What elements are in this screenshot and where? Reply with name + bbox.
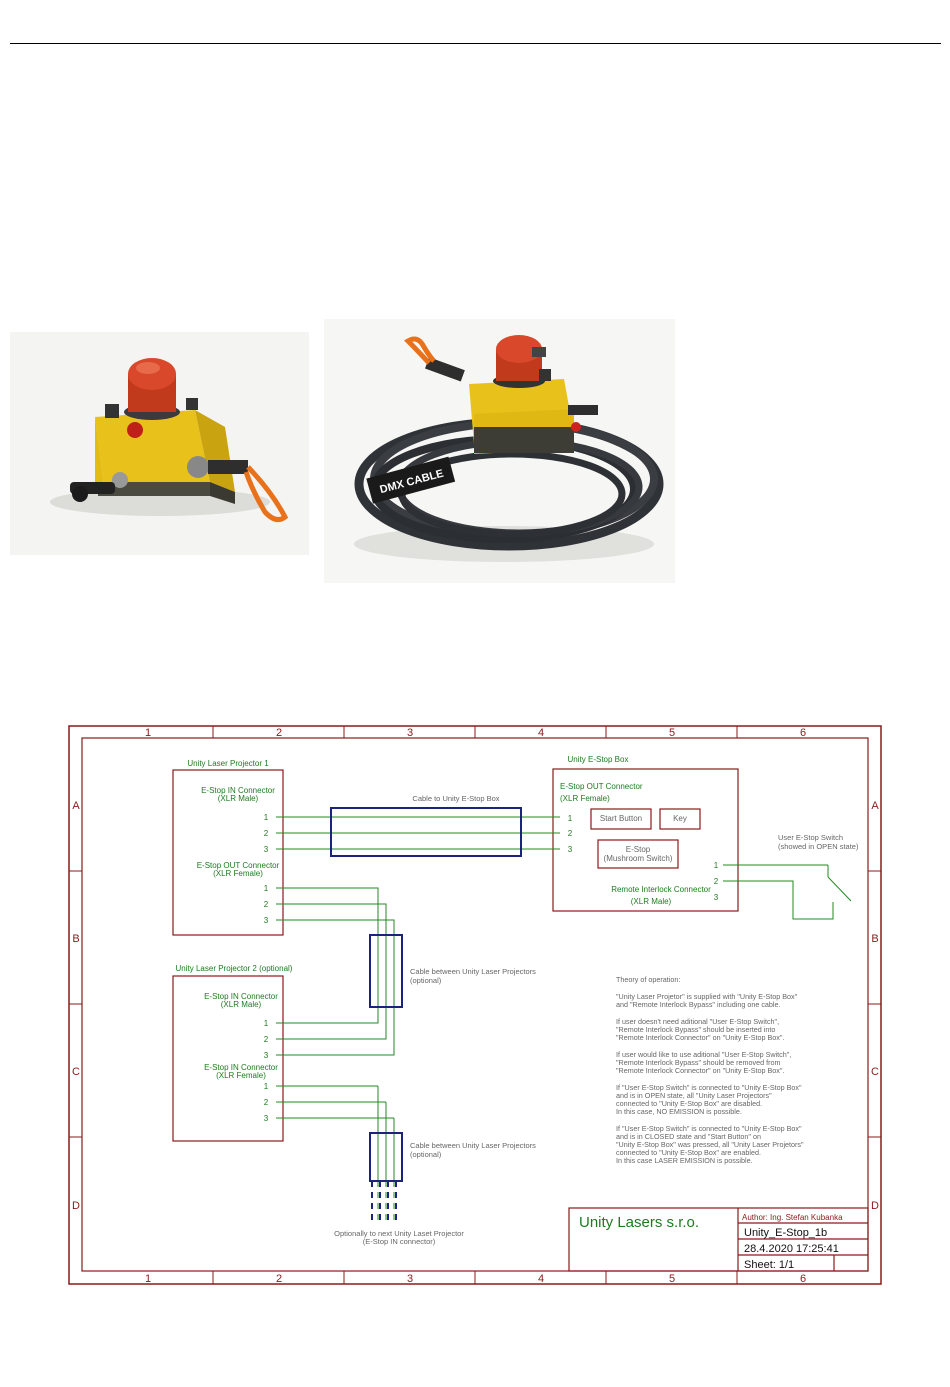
theory-line: "Remote Interlock Bypass" should be removed from: [616, 1058, 781, 1067]
pin-number: 1: [263, 1019, 269, 1028]
column-label-bottom: 5: [668, 1273, 676, 1285]
company-name: Unity Lasers s.r.o.: [579, 1214, 700, 1231]
theory-line: In this case LASER EMISSION is possible.: [616, 1156, 753, 1165]
projector2-out-connector-type: (XLR Female): [216, 1071, 266, 1080]
theory-line: "Unity E-Stop Box" was pressed, all "Unity Laser Projetors": [616, 1140, 804, 1149]
optional-next-connector: (E-Stop IN connector): [362, 1237, 436, 1246]
estop-box-title: Unity E-Stop Box: [567, 755, 629, 764]
theory-line: If "User E-Stop Switch" is connected to "Unity E-Stop Box": [616, 1083, 802, 1092]
user-switch-state: (showed in OPEN state): [778, 842, 859, 851]
pin-number: 2: [263, 1098, 269, 1107]
column-label-top: 2: [275, 727, 283, 739]
mushroom-switch-sublabel: (Mushroom Switch): [603, 854, 673, 863]
theory-line: In this case, NO EMISSION is possible.: [616, 1107, 742, 1116]
pin-number: 3: [263, 1114, 269, 1123]
theory-line: "Remote Interlock Connector" on "Unity E-Stop Box".: [616, 1033, 785, 1042]
pin-number: 1: [713, 861, 719, 870]
cable-between-2-note: (optional): [410, 1150, 442, 1159]
column-label-bottom: 2: [275, 1273, 283, 1285]
row-label-left: B: [72, 933, 80, 945]
row-label-left: D: [72, 1200, 80, 1212]
row-label-right: B: [871, 933, 879, 945]
remote-interlock-type: (XLR Male): [630, 897, 672, 906]
author-label: Author: Ing. Stefan Kubanka: [742, 1213, 843, 1222]
column-label-bottom: 6: [799, 1273, 807, 1285]
pin-number: 1: [263, 884, 269, 893]
theory-line: and is in CLOSED state and "Start Button" on: [616, 1132, 761, 1141]
projector1-in-connector-type: (XLR Male): [217, 794, 259, 803]
projector1-in-connector-label: E-Stop IN Connector: [201, 786, 275, 795]
estop-box-with-cable-photo: [324, 319, 675, 583]
sheet-number: Sheet: 1/1: [744, 1259, 795, 1271]
projector1-out-connector-type: (XLR Female): [213, 869, 263, 878]
pin-number: 2: [263, 900, 269, 909]
row-label-right: D: [871, 1200, 879, 1212]
theory-line: and "Remote Interlock Bypass" including one cable.: [616, 1000, 781, 1009]
projector1-out-connector-label: E-Stop OUT Connector: [196, 861, 280, 870]
theory-line: connected to "Unity E-Stop Box" are disabled.: [616, 1099, 763, 1108]
drawing-name: Unity_E-Stop_1b: [744, 1227, 828, 1239]
mushroom-switch-label: E-Stop: [625, 845, 651, 854]
projector2-out-connector-label: E-Stop IN Connector: [204, 1063, 278, 1072]
pin-number: 3: [713, 893, 719, 902]
pin-number: 3: [567, 845, 573, 854]
projector1-title: Unity Laser Projector 1: [187, 759, 269, 768]
row-label-left: A: [72, 800, 80, 812]
column-label-top: 5: [668, 727, 676, 739]
key-label: Key: [673, 814, 687, 823]
user-switch-label: User E-Stop Switch: [778, 833, 844, 842]
pin-number: 1: [567, 814, 573, 823]
header-rule: [10, 43, 941, 44]
row-label-left: C: [72, 1066, 80, 1078]
pin-number: 1: [263, 1082, 269, 1091]
theory-line: and is in OPEN state, all "Unity Laser Projectors": [616, 1091, 772, 1100]
row-label-right: C: [871, 1066, 879, 1078]
theory-line: If "User E-Stop Switch" is connected to "Unity E-Stop Box": [616, 1124, 802, 1133]
start-button-label: Start Button: [599, 814, 643, 823]
column-label-bottom: 3: [406, 1273, 414, 1285]
column-label-top: 4: [537, 727, 545, 739]
cable-between-2-label: Cable between Unity Laser Projectors: [410, 1141, 536, 1150]
remote-interlock-label: Remote Interlock Connector: [611, 885, 711, 894]
column-label-top: 6: [799, 727, 807, 739]
pin-number: 3: [263, 1051, 269, 1060]
theory-line: Theory of operation:: [616, 975, 681, 984]
pin-number: 2: [263, 1035, 269, 1044]
theory-line: "Remote Interlock Connector" on "Unity E-Stop Box".: [616, 1066, 785, 1075]
pin-number: 2: [713, 877, 719, 886]
cable-to-estop-label: Cable to Unity E-Stop Box: [412, 794, 500, 803]
projector2-in-connector-type: (XLR Male): [220, 1000, 262, 1009]
column-label-bottom: 4: [537, 1273, 545, 1285]
cable-strap-label: DMX CABLE: [378, 467, 445, 497]
row-label-right: A: [871, 800, 879, 812]
theory-line: "Remote Interlock Bypass" should be inserted into: [616, 1025, 776, 1034]
estop-out-connector-type: (XLR Female): [560, 794, 610, 803]
theory-line: connected to "Unity E-Stop Box" are enabled.: [616, 1148, 761, 1157]
column-label-bottom: 1: [144, 1273, 152, 1285]
drawing-date: 28.4.2020 17:25:41: [744, 1243, 839, 1255]
estop-out-connector-label: E-Stop OUT Connector: [560, 782, 643, 791]
projector2-title: Unity Laser Projector 2 (optional): [175, 964, 293, 973]
pin-number: 2: [263, 829, 269, 838]
pin-number: 3: [263, 845, 269, 854]
pin-number: 2: [567, 829, 573, 838]
theory-line: If user would like to use aditional "User E-Stop Switch",: [616, 1050, 792, 1059]
column-label-top: 1: [144, 727, 152, 739]
optional-next-label: Optionally to next Unity Laset Projector: [334, 1229, 464, 1238]
column-label-top: 3: [406, 727, 414, 739]
theory-line: "Unity Laser Projetor" is supplied with "Unity E-Stop Box": [616, 992, 798, 1001]
estop-box-photo: [10, 332, 309, 555]
estop-wiring-schematic: [68, 725, 882, 1285]
theory-line: If user doesn't need aditional "User E-Stop Switch",: [616, 1017, 780, 1026]
pin-number: 3: [263, 916, 269, 925]
cable-between-1-label: Cable between Unity Laser Projectors: [410, 967, 536, 976]
cable-between-1-note: (optional): [410, 976, 442, 985]
projector2-in-connector-label: E-Stop IN Connector: [204, 992, 278, 1001]
pin-number: 1: [263, 813, 269, 822]
